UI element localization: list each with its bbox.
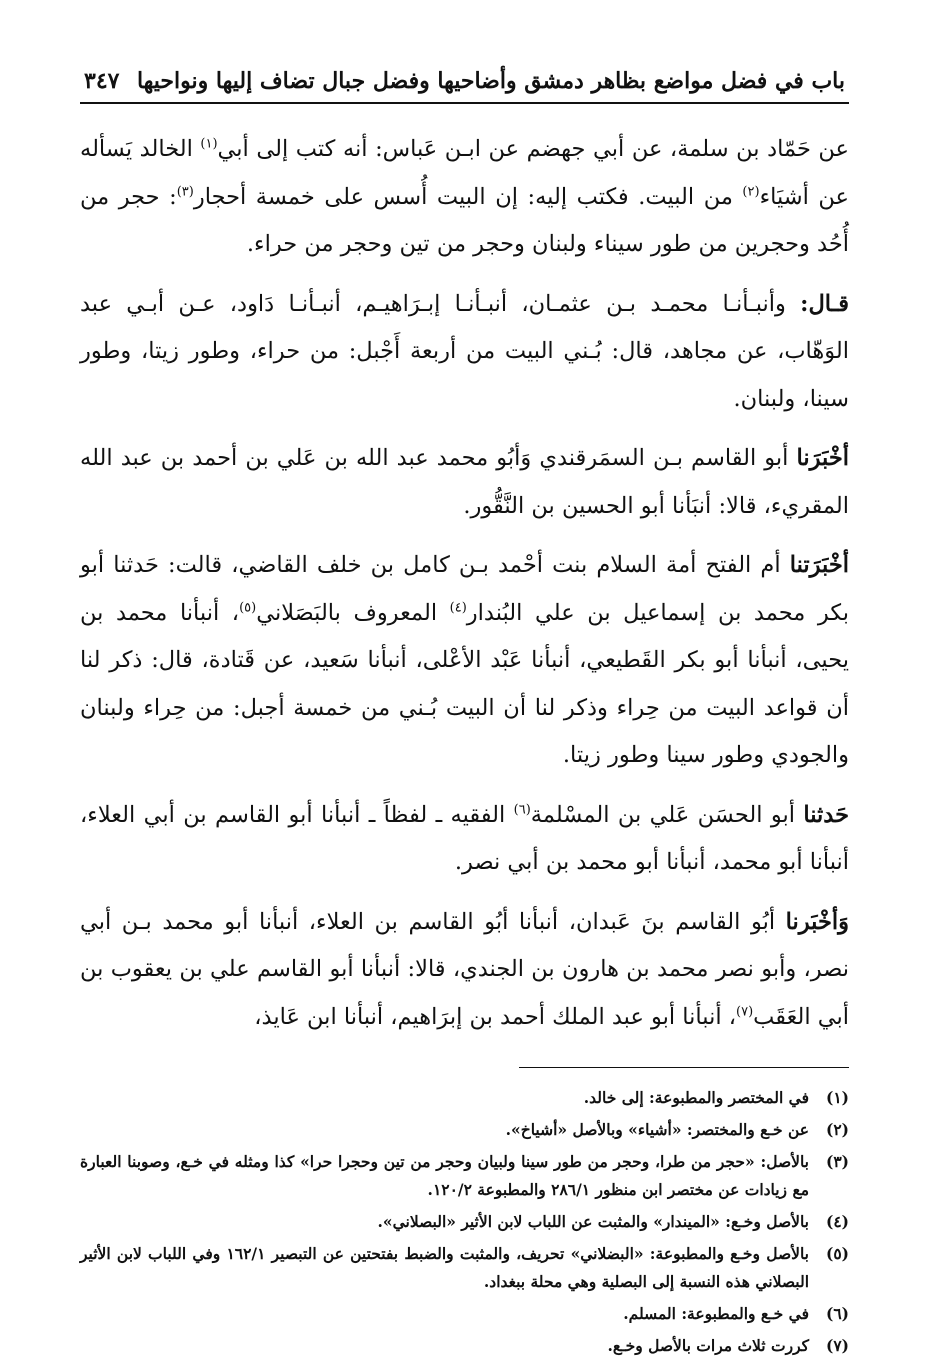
footnote-text: بالأصل: «حجر من طرا، وحجر من طور سينا ولبيان وحجر من تين وحجرا حرا» كذا ومثله في خـع، وصوبنا العبارة مع زيادات عن مختصر ابن منظور ٢٨٦/١ والمطبوعة ١٢٠/٢. (80, 1152, 809, 1199)
main-text (80, 126, 849, 1041)
footnote-number: (١) (825, 1088, 849, 1107)
paragraph-lead: وَأخْبَرنا (785, 908, 849, 935)
footnote-ref: (٥) (239, 600, 257, 615)
footnote-ref: (٧) (736, 1004, 754, 1019)
paragraph: قـال: وأنبـأنـا محمـد بـن عثمـان، أنبـأنـا إبـرَاهيـم، أنبـأنـا دَاود، عـن أبـي عبد الوَهّاب، عن مجاهد، قال: بُـني البيت من أربعة أَجْبل: من حراء، وطور زيتا، وطور سينا، ولبنان. (80, 290, 849, 412)
footnote-divider (519, 1067, 849, 1068)
footnote (80, 1148, 849, 1204)
running-header (80, 68, 849, 104)
footnote-number: (٦) (825, 1304, 849, 1323)
footnote (80, 1084, 849, 1112)
footnote-text: بالأصل وخـع والمطبوعة: «البضلاني» تحريف، والمثبت والضبط بفتحتين عن التبصير ١٦٢/١ وفي اللباب لابن الأثير البصلاني هذه النسبة إلى البصلية وهي محلة ببغداد. (80, 1244, 809, 1291)
footnote-number: (٣) (825, 1152, 849, 1171)
header-title: باب في فضل مواضع بظاهر دمشق وأضاحيها وفضل جبال تضاف إليها ونواحيها (136, 68, 845, 94)
paragraph-lead: حَدثنا (803, 801, 849, 828)
paragraph-lead: أخْبَرَتنا (789, 552, 849, 578)
footnote-ref: (٢) (742, 184, 760, 199)
footnotes (80, 1084, 849, 1360)
paragraph: حَدثنا أبو الحسَن عَلي بن المسْلمة$^{(٦)}$ الفقيه ـ لفظاً ـ أنبأنا أبو القاسم بن أبي العلاء، أنبأنا أبو محمد، أنبأنا أبو محمد بن أبي نصر. (80, 801, 849, 875)
page-number: ٣٤٧ (84, 68, 120, 94)
footnote-number: (٢) (825, 1120, 849, 1139)
paragraph: عن حَمّاد بن سلمة، عن أبي جهضم عن ابـن عَباس: أنه كتب إلى أبي$^{(١)}$ الخالد يَسأله عن أشيَاء$^{(٢)}$ من البيت. فكتب إليه: إن البيت أُسس على خمسة أحجار$^{(٣)}$: حجر من أُحُد وحجرين من طور سيناء ولبنان وحجر من تين وحجر من حراء. (80, 136, 849, 257)
paragraph: وَأخْبَرنا أبُو القاسم بنَ عَبدان، أنبأنا أبُو القاسم بن العلاء، أنبأنا أبو محمد بـن أبي نصر، وأبو نصر محمد بن هارون بن الجندي، قالا: أنبأنا أبو القاسم علي بن يعقوب بن أبي العَقَب$^{(٧)}$، أنبأنا أبو عبد الملك أحمد بن إبرَاهيم، أنبأنا ابن عَايذ، (80, 908, 849, 1030)
footnote-ref: (٤) (449, 600, 467, 615)
paragraph-lead: أخْبَرَنا (796, 445, 849, 471)
paragraph: أخْبَرَتنا أم الفتح أمة السلام بنت أحْمد بـن كامل بن خلف القاضي، قالت: حَدثنا أبو بكر محمد بن إسماعيل بن علي البُندار$^{(٤)}$ المعروف بالبَصَلاني$^{(٥)}$، أنبأنا محمد بن يحيى، أنبأنا أبو بكر القَطيعي، أنبأنا عَبْد الأعْلى، أنبأنا سَعيد، عن قَتادة، قال: ذكر لنا أن قواعد البيت من حِراء وذكر لنا أن البيت بُـني من خمسة أجبل: من حِراء ولبنان والجودي وطور سينا وطور زيتا. (80, 552, 850, 768)
footnote-number: (٤) (825, 1212, 849, 1231)
footnote (80, 1332, 849, 1360)
footnote-ref: (١) (200, 136, 218, 152)
paragraph-lead: قـال: (800, 290, 849, 317)
footnote-text: عن خـع والمختصر: «أشياء» وبالأصل «أشياخ». (505, 1120, 809, 1139)
footnote-text: في المختصر والمطبوعة: إلى خالد. (583, 1088, 809, 1107)
footnote-ref: (٣) (176, 184, 194, 199)
footnote-number: (٥) (825, 1244, 849, 1263)
footnote (80, 1240, 849, 1296)
footnote-text: في خـع والمطبوعة: المسلم. (623, 1304, 809, 1323)
footnote-text: بالأصل وخـع: «الميندار» والمثبت عن اللباب لابن الأثير «البصلاني». (377, 1212, 809, 1231)
footnote-number: (٧) (825, 1336, 849, 1355)
footnote (80, 1208, 849, 1236)
footnote (80, 1116, 849, 1144)
footnote-ref: (٦) (513, 802, 531, 817)
footnote (80, 1300, 849, 1328)
paragraph: أخْبَرَنا أبو القاسم بـن السمَرقندي وَأبُو محمد عبد الله بن عَلي بن أحمد بن عبد الله المقريء، قالا: أنبَأنا أبو الحسين بن النَّقُّور. (80, 445, 849, 519)
footnote-text: كررت ثلاث مرات بالأصل وخـع. (607, 1336, 809, 1355)
